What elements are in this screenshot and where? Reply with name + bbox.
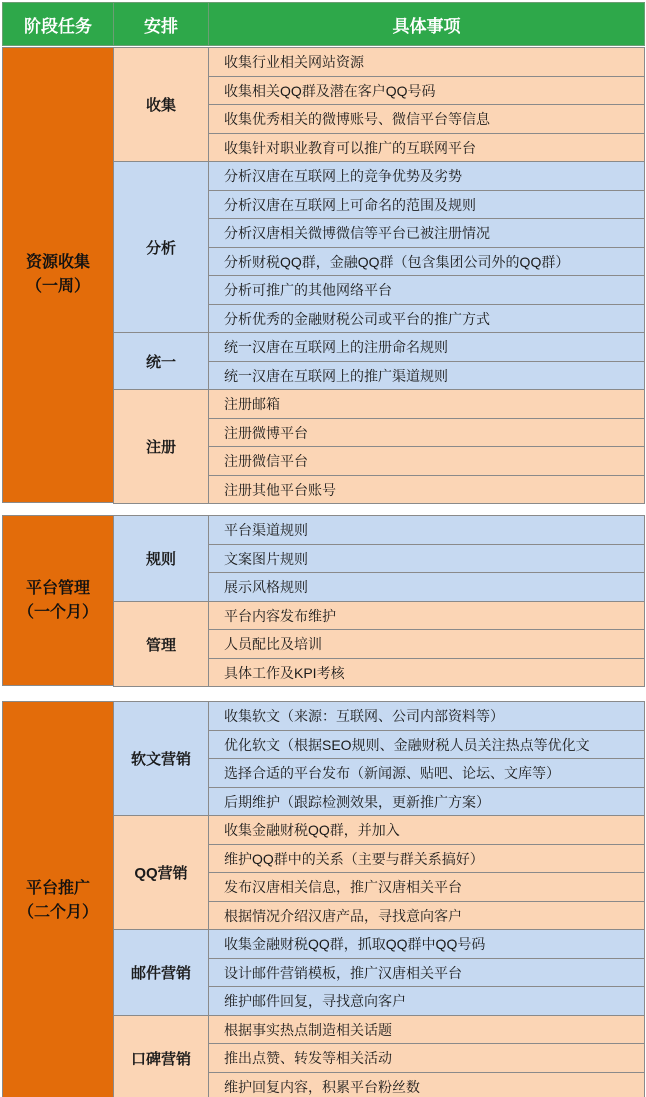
detail-item: 分析可推广的其他网络平台 [208, 275, 645, 305]
detail-item: 选择合适的平台发布（新闻源、贴吧、论坛、文库等） [208, 758, 645, 788]
arrangement-cell: 统一 [113, 332, 209, 390]
stage-duration: （二个月） [17, 903, 98, 921]
header-stage: 阶段任务 [2, 2, 114, 46]
arrangement-cell: 口碑营销 [113, 1015, 209, 1097]
detail-item: 展示风格规则 [208, 572, 645, 602]
arrangement-cell: 管理 [113, 601, 209, 687]
detail-item: 收集金融财税QQ群，并加入 [208, 815, 645, 845]
stage-cell [2, 701, 114, 1097]
detail-item: 平台内容发布维护 [208, 601, 645, 630]
detail-item: 注册其他平台账号 [208, 475, 645, 504]
arrangement-cell: 邮件营销 [113, 929, 209, 1016]
detail-item: 注册微信平台 [208, 446, 645, 476]
stage-duration: （一周） [25, 278, 90, 295]
detail-item: 设计邮件营销模板，推广汉唐相关平台 [208, 958, 645, 987]
detail-item: 维护QQ群中的关系（主要与群关系搞好） [208, 844, 645, 873]
detail-item: 收集针对职业教育可以推广的互联网平台 [208, 133, 645, 162]
detail-item: 具体工作及KPI考核 [208, 658, 645, 687]
detail-item: 根据情况介绍汉唐产品，寻找意向客户 [208, 901, 645, 930]
detail-item: 收集金融财税QQ群，抓取QQ群中QQ号码 [208, 929, 645, 959]
detail-item: 收集行业相关网站资源 [208, 47, 645, 77]
detail-item: 维护邮件回复，寻找意向客户 [208, 986, 645, 1016]
detail-item: 平台渠道规则 [208, 515, 645, 545]
detail-item: 分析财税QQ群，金融QQ群（包含集团公司外的QQ群） [208, 247, 645, 276]
header-details: 具体事项 [208, 2, 645, 46]
stage-title: 资源收集 [25, 254, 90, 271]
detail-item: 维护回复内容，积累平台粉丝数 [208, 1072, 645, 1097]
detail-item: 收集优秀相关的微博账号、微信平台等信息 [208, 104, 645, 134]
detail-item: 收集相关QQ群及潜在客户QQ号码 [208, 76, 645, 105]
stage-title: 平台管理 [25, 579, 90, 597]
arrangement-cell: 软文营销 [113, 701, 209, 816]
detail-item: 分析汉唐在互联网上的竞争优势及劣势 [208, 161, 645, 191]
header-arrangement: 安排 [113, 2, 209, 46]
stage-duration: （一个月） [17, 603, 98, 621]
detail-item: 根据事实热点制造相关话题 [208, 1015, 645, 1044]
arrangement-cell: 注册 [113, 389, 209, 504]
arrangement-cell: 分析 [113, 161, 209, 333]
detail-item: 优化软文（根据SEO规则、金融财税人员关注热点等优化文 [208, 730, 645, 759]
detail-item: 发布汉唐相关信息，推广汉唐相关平台 [208, 872, 645, 902]
detail-item: 注册微博平台 [208, 418, 645, 447]
detail-item: 人员配比及培训 [208, 629, 645, 659]
detail-item: 后期维护（跟踪检测效果，更新推广方案） [208, 787, 645, 816]
arrangement-cell: 收集 [113, 47, 209, 162]
detail-item: 统一汉唐在互联网上的推广渠道规则 [208, 361, 645, 390]
arrangement-cell: QQ营销 [113, 815, 209, 930]
stage-cell [2, 47, 114, 503]
detail-item: 统一汉唐在互联网上的注册命名规则 [208, 332, 645, 362]
detail-item: 收集软文（来源：互联网、公司内部资料等） [208, 701, 645, 731]
detail-item: 分析汉唐在互联网上可命名的范围及规则 [208, 190, 645, 219]
arrangement-cell: 规则 [113, 515, 209, 602]
stage-title: 平台推广 [25, 879, 90, 897]
detail-item: 推出点赞、转发等相关活动 [208, 1043, 645, 1073]
detail-item: 分析优秀的金融财税公司或平台的推广方式 [208, 304, 645, 333]
detail-item: 分析汉唐相关微博微信等平台已被注册情况 [208, 218, 645, 248]
detail-item: 注册邮箱 [208, 389, 645, 419]
stage-cell [2, 515, 114, 686]
detail-item: 文案图片规则 [208, 544, 645, 573]
